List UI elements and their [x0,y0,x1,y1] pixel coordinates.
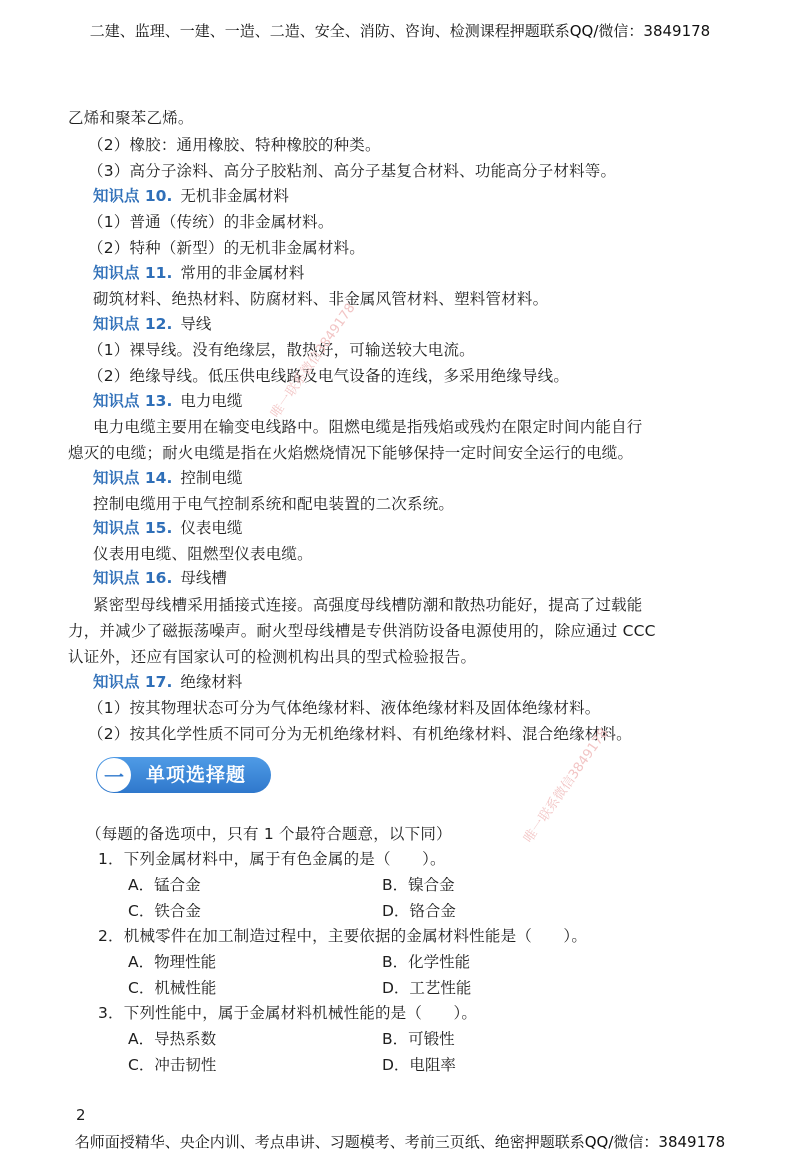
knowledge-point-10 [93,184,289,206]
section-banner [96,757,271,793]
question-2-option-c: C．机械性能 [128,979,217,997]
kp-title: 母线槽 [180,569,227,587]
kp-title: 控制电缆 [180,469,243,487]
watermark: 唯一联系微信3849178 [268,300,359,421]
knowledge-point-14 [93,466,242,488]
knowledge-point-13 [93,389,242,411]
question-1-stem: 1．下列金属材料中，属于有色金属的是（ ）。 [98,850,446,868]
question-1-option-d: D．铬合金 [382,902,456,920]
question-2-stem: 2．机械零件在加工制造过程中，主要依据的金属材料性能是（ ）。 [98,927,588,945]
question-1-option-b: B．镍合金 [382,876,455,894]
kp16-line-2: 力，并减少了磁振荡噪声。耐火型母线槽是专供消防设备电源使用的，除应通过 CCC [68,622,656,640]
kp10-line-1: （1）普通（传统）的非金属材料。 [88,213,334,231]
kp-label: 知识点 15. [93,519,173,537]
kp-label: 知识点 10. [93,187,173,205]
watermark: 唯一联系微信3849178 [521,725,612,846]
question-3-option-b: B．可锻性 [382,1030,455,1048]
page-number: 2 [76,1106,86,1124]
kp-label: 知识点 12. [93,315,173,333]
kp14-line-1: 控制电缆用于电气控制系统和配电装置的二次系统。 [93,495,455,513]
kp16-line-3: 认证外，还应有国家认可的检测机构出具的型式检验报告。 [68,648,477,666]
question-2-option-a: A．物理性能 [128,953,217,971]
knowledge-point-17 [93,670,242,692]
question-3-stem: 3．下列性能中，属于金属材料机械性能的是（ ）。 [98,1004,478,1022]
kp-title: 无机非金属材料 [180,187,289,205]
kp-label: 知识点 11. [93,264,173,282]
instructions: （每题的备选项中，只有 1 个最符合题意，以下同） [86,825,452,843]
kp-label: 知识点 13. [93,392,173,410]
question-3-option-d: D．电阻率 [382,1056,456,1074]
intro-line: 乙烯和聚苯乙烯。 [68,109,194,127]
kp-label: 知识点 16. [93,569,173,587]
page-header: 二建、监理、一建、一造、二造、安全、消防、咨询、检测课程押题联系QQ/微信：3849178 [89,22,711,40]
kp11-line-1: 砌筑材料、绝热材料、防腐材料、非金属风管材料、塑料管材料。 [93,290,549,308]
kp-label: 知识点 14. [93,469,173,487]
kp17-line-1: （1）按其物理状态可分为气体绝缘材料、液体绝缘材料及固体绝缘材料。 [88,699,601,717]
kp12-line-1: （1）裸导线。没有绝缘层，散热好，可输送较大电流。 [88,341,475,359]
knowledge-point-15 [93,516,242,538]
kp13-line-2: 熄灭的电缆；耐火电缆是指在火焰燃烧情况下能够保持一定时间安全运行的电缆。 [68,444,634,462]
knowledge-point-12 [93,312,211,334]
kp-title: 仪表电缆 [180,519,243,537]
kp15-line-1: 仪表用电缆、阻燃型仪表电缆。 [93,545,313,563]
section-number: 一 [97,758,131,792]
question-1-option-c: C．铁合金 [128,902,201,920]
knowledge-point-16 [93,566,227,588]
kp-title: 电力电缆 [180,392,243,410]
kp-title: 绝缘材料 [180,673,243,691]
kp-title: 导线 [180,315,212,333]
kp10-line-2: （2）特种（新型）的无机非金属材料。 [88,239,365,257]
kp16-line-1: 紧密型母线槽采用插接式连接。高强度母线槽防潮和散热功能好，提高了过载能 [93,596,643,614]
question-3-option-a: A．导热系数 [128,1030,217,1048]
question-1-option-a: A．锰合金 [128,876,201,894]
question-2-option-b: B．化学性能 [382,953,471,971]
question-3-option-c: C．冲击韧性 [128,1056,217,1074]
kp17-line-2: （2）按其化学性质不同可分为无机绝缘材料、有机绝缘材料、混合绝缘材料。 [88,725,632,743]
kp-title: 常用的非金属材料 [180,264,305,282]
knowledge-point-11 [93,261,304,283]
section-title: 单项选择题 [146,764,247,786]
kp12-line-2: （2）绝缘导线。低压供电线路及电气设备的连线，多采用绝缘导线。 [88,367,570,385]
kp13-line-1: 电力电缆主要用在输变电线路中。阻燃电缆是指残焰或残灼在限定时间内能自行 [93,418,643,436]
question-2-option-d: D．工艺性能 [382,979,472,997]
rubber-line: （2）橡胶：通用橡胶、特种橡胶的种类。 [88,136,381,154]
polymer-line: （3）高分子涂料、高分子胶粘剂、高分子基复合材料、功能高分子材料等。 [88,162,617,180]
page-footer: 名师面授精华、央企内训、考点串讲、习题模考、考前三页纸、绝密押题联系QQ/微信：3849178 [74,1133,726,1151]
kp-label: 知识点 17. [93,673,173,691]
